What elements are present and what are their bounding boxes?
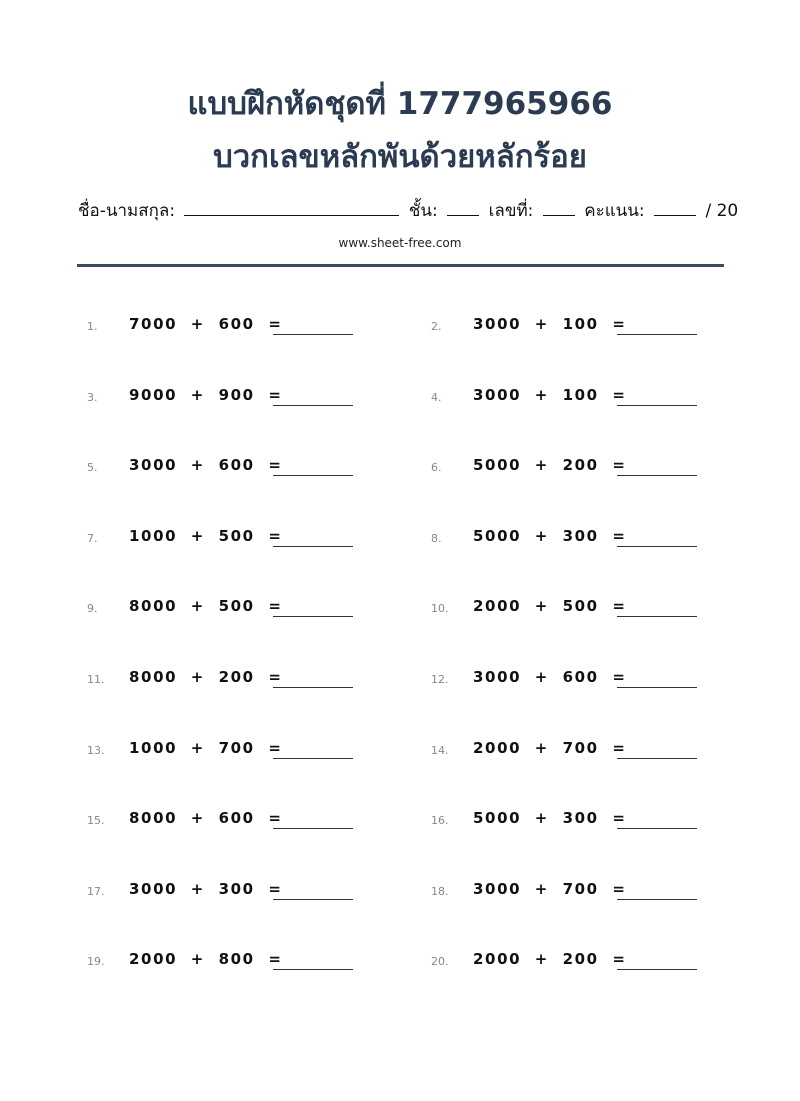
problem-expression: 5000 + 300 = — [473, 526, 627, 545]
answer-blank[interactable] — [273, 969, 353, 970]
problem-number: 2. — [431, 320, 442, 333]
class-blank[interactable] — [447, 199, 479, 216]
answer-blank[interactable] — [617, 405, 697, 406]
answer-blank[interactable] — [617, 616, 697, 617]
problem-expression: 2000 + 700 = — [473, 738, 627, 757]
number-label: เลขที่: — [488, 201, 534, 221]
problem-number: 13. — [87, 743, 105, 757]
worksheet-title: แบบฝึกหัดชุดที่ 1777965966 — [187, 86, 613, 122]
header-divider — [77, 264, 724, 267]
problem-expression: 9000 + 900 = — [129, 385, 283, 404]
website-label: www.sheet-free.com — [338, 236, 462, 250]
problem-number: 8. — [431, 531, 442, 545]
answer-blank[interactable] — [273, 899, 353, 900]
answer-blank[interactable] — [617, 758, 697, 759]
name-label: ชื่อ-นามสกุล: — [78, 201, 176, 221]
name-blank[interactable] — [184, 199, 399, 216]
problem-number: 11. — [87, 673, 105, 686]
problem-number: 7. — [87, 531, 98, 545]
problem-expression: 8000 + 200 = — [129, 668, 283, 686]
answer-blank[interactable] — [617, 969, 697, 970]
problem-expression: 8000 + 600 = — [129, 809, 283, 828]
problem-expression: 3000 + 100 = — [473, 315, 627, 333]
problem-expression: 3000 + 300 = — [129, 879, 283, 898]
answer-blank[interactable] — [273, 405, 353, 406]
problem-number: 1. — [87, 320, 98, 333]
problem-number: 15. — [87, 814, 105, 828]
problem-number: 4. — [431, 390, 442, 404]
score-label: คะแนน: — [584, 201, 645, 221]
problem-expression: 3000 + 600 = — [473, 668, 627, 686]
answer-blank[interactable] — [273, 828, 353, 829]
problem-number: 18. — [431, 884, 449, 898]
answer-blank[interactable] — [273, 758, 353, 759]
problem-expression: 2000 + 800 = — [129, 950, 283, 969]
score-blank[interactable] — [654, 199, 696, 216]
problem-number: 17. — [87, 884, 105, 898]
answer-blank[interactable] — [617, 334, 697, 335]
problem-expression: 7000 + 600 = — [129, 315, 283, 333]
problem-expression: 2000 + 500 = — [473, 597, 627, 616]
problem-number: 5. — [87, 461, 98, 475]
problem-expression: 3000 + 100 = — [473, 385, 627, 404]
problem-expression: 1000 + 700 = — [129, 738, 283, 757]
answer-blank[interactable] — [617, 687, 697, 688]
answer-blank[interactable] — [617, 828, 697, 829]
problem-number: 14. — [431, 743, 449, 757]
answer-blank[interactable] — [273, 475, 353, 476]
answer-blank[interactable] — [273, 334, 353, 335]
answer-blank[interactable] — [273, 687, 353, 688]
problem-number: 10. — [431, 602, 449, 616]
answer-blank[interactable] — [617, 899, 697, 900]
problem-expression: 5000 + 300 = — [473, 809, 627, 828]
problem-expression: 2000 + 200 = — [473, 950, 627, 969]
problem-expression: 8000 + 500 = — [129, 597, 283, 616]
class-label: ชั้น: — [408, 201, 438, 221]
problem-number: 3. — [87, 390, 98, 404]
answer-blank[interactable] — [273, 616, 353, 617]
problem-number: 19. — [87, 955, 105, 969]
problem-number: 9. — [87, 602, 98, 616]
problem-number: 12. — [431, 673, 449, 686]
problem-number: 20. — [431, 955, 449, 969]
problem-expression: 5000 + 200 = — [473, 456, 627, 475]
problem-expression: 3000 + 700 = — [473, 879, 627, 898]
answer-blank[interactable] — [273, 546, 353, 547]
student-info-line — [78, 199, 739, 223]
problem-expression: 1000 + 500 = — [129, 526, 283, 545]
answer-blank[interactable] — [617, 475, 697, 476]
problem-number: 6. — [431, 461, 442, 475]
score-total: / 20 — [705, 201, 739, 221]
answer-blank[interactable] — [617, 546, 697, 547]
number-blank[interactable] — [543, 199, 575, 216]
worksheet-subtitle: บวกเลขหลักพันด้วยหลักร้อย — [213, 139, 587, 175]
problem-number: 16. — [431, 814, 449, 828]
problem-expression: 3000 + 600 = — [129, 456, 283, 475]
